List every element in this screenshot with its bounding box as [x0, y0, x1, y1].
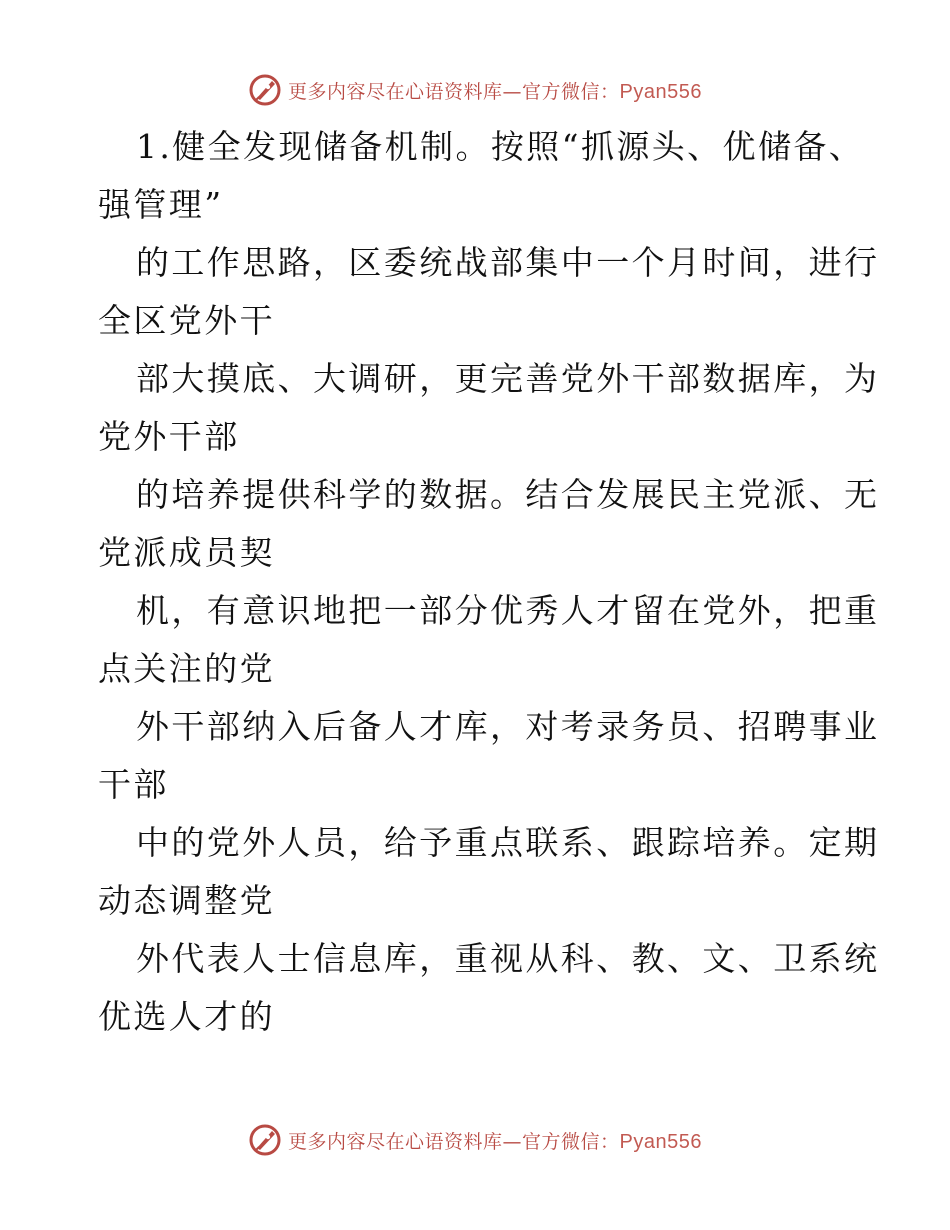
watermark-wechat-handle: Pyan556 [619, 80, 702, 103]
text-line: 机，有意识地把一部分优秀人才留在党外，把重 [136, 591, 880, 630]
text-line: 党派成员契 [98, 533, 275, 572]
watermark-dash: — [502, 1130, 523, 1153]
text-line: 的工作思路，区委统战部集中一个月时间，进行 [136, 243, 880, 282]
text-line: 1.健全发现储备机制。按照“抓源头、优储备、 [136, 127, 865, 166]
watermark-wechat-label: 官方微信： [522, 80, 620, 103]
text-line: 外代表人士信息库，重视从科、教、文、卫系统 [136, 939, 880, 978]
text-line: 部大摸底、大调研，更完善党外干部数据库，为 [136, 359, 880, 398]
watermark-dash: — [502, 80, 523, 103]
watermark-text [288, 1127, 702, 1154]
text-line: 全区党外干 [98, 301, 275, 340]
text-line: 干部 [98, 765, 169, 804]
text-line: 中的党外人员，给予重点联系、跟踪培养。定期 [136, 823, 880, 862]
text-line: 外干部纳入后备人才库，对考录务员、招聘事业 [136, 707, 880, 746]
text-line: 党外干部 [98, 417, 240, 456]
text-line: 优选人才的 [98, 997, 275, 1036]
watermark-text [288, 77, 702, 104]
text-line: 点关注的党 [98, 649, 275, 688]
watermark-site-text: 更多内容尽在心语资料库 [288, 80, 503, 103]
document-body [98, 118, 880, 1046]
watermark-wechat-label: 官方微信： [522, 1130, 620, 1153]
watermark-wechat-handle: Pyan556 [619, 1130, 702, 1153]
header-watermark [0, 70, 950, 110]
watermark-site-text: 更多内容尽在心语资料库 [288, 1130, 503, 1153]
text-line: 强管理” [98, 185, 224, 224]
text-line: 的培养提供科学的数据。结合发展民主党派、无 [136, 475, 880, 514]
text-line: 动态调整党 [98, 881, 275, 920]
quill-circle-icon [248, 73, 282, 107]
quill-circle-icon [248, 1123, 282, 1157]
footer-watermark [0, 1120, 950, 1160]
